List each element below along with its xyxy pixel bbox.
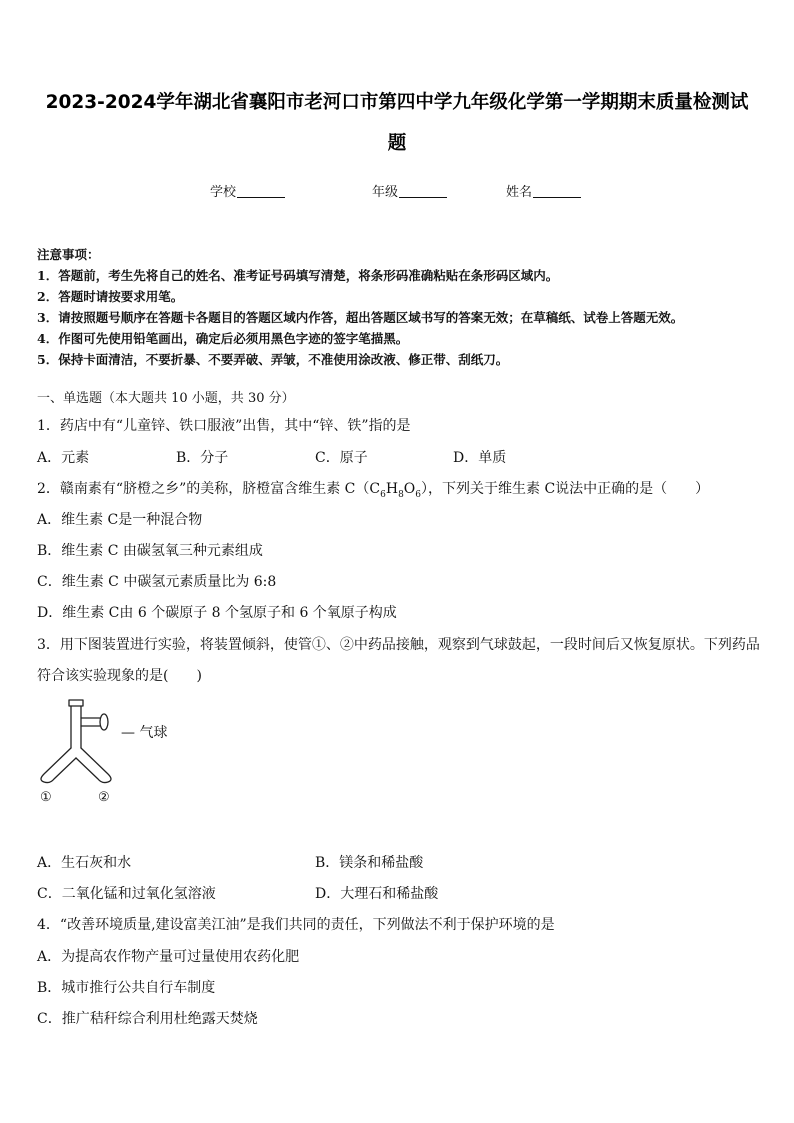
section-heading: 一、单选题（本大题共 10 小题，共 30 分） (37, 391, 295, 406)
q2-h: H (385, 481, 399, 497)
q1-option-a: A．元素 (37, 450, 90, 466)
q2-option-a: A．维生素 C是一种混合物 (37, 512, 203, 528)
q3-option-d: D．大理石和稀盐酸 (315, 886, 439, 902)
school-field (210, 181, 285, 200)
name-blank (533, 184, 581, 198)
q2-stem-end: ），下列关于维生素 C说法中正确的是（ ） (421, 481, 710, 497)
note-item: 2．答题时请按要求用笔。 (37, 289, 184, 304)
q3-option-b: B．镁条和稀盐酸 (315, 855, 424, 871)
name-label: 姓名 (506, 185, 533, 200)
grade-field (372, 181, 447, 200)
left-arm (41, 748, 76, 783)
q2-stem-start: 2．赣南素有“脐橙之乡”的美称，脐橙富含维生素 C（C (37, 481, 381, 497)
side-tube (81, 718, 100, 726)
question-3-stem-line2: 符合该实验现象的是( ) (37, 668, 202, 684)
notes-heading: 注意事项： (37, 247, 100, 262)
balloon-shape (100, 714, 108, 730)
grade-blank (399, 184, 447, 198)
tube-1-label: ① (40, 790, 52, 805)
balloon-label: — 气球 (121, 725, 168, 741)
q2-option-c: C．维生素 C 中碳氢元素质量比为 6:8 (37, 574, 277, 590)
q1-option-c: C．原子 (315, 450, 368, 466)
school-blank (237, 184, 285, 198)
tube-stem (71, 706, 81, 748)
q1-option-d: D．单质 (453, 450, 507, 466)
q2-o: O (403, 481, 416, 497)
q2-option-d: D．维生素 C由 6 个碳原子 8 个氢原子和 6 个氧原子构成 (37, 605, 397, 621)
note-item: 4．作图可先使用铅笔画出，确定后必须用黑色字迹的签字笔描黑。 (37, 331, 409, 346)
question-4-stem: 4．“改善环境质量,建设富美江油”是我们共同的责任，下列做法不利于保护环境的是 (37, 917, 555, 933)
q4-option-a: A．为提高农作物产量可过量使用农药化肥 (37, 949, 300, 965)
note-item: 3．请按照题号顺序在答题卡各题目的答题区域内作答，超出答题区域书写的答案无效；在草稿纸、试卷上答题无效。 (37, 310, 684, 325)
exam-title-line1: 2023-2024学年湖北省襄阳市老河口市第四中学九年级化学第一学期期末质量检测试 (45, 92, 749, 113)
q2-sub-c: 6 (380, 489, 386, 500)
right-arm (76, 748, 111, 783)
note-item: 1．答题前，考生先将自己的姓名、准考证号码填写清楚，将条形码准确粘贴在条形码区域内。 (37, 268, 559, 283)
q3-option-c: C．二氧化锰和过氧化氢溶液 (37, 886, 216, 902)
name-field (506, 181, 581, 200)
exam-title-line2: 题 (387, 133, 407, 154)
stopper (69, 700, 83, 706)
q2-option-b: B．维生素 C 由碳氢氧三种元素组成 (37, 543, 263, 559)
q4-option-c: C．推广秸秆综合利用杜绝露天焚烧 (37, 1011, 258, 1027)
question-2-stem (37, 478, 709, 500)
q1-option-b: B．分子 (176, 450, 229, 466)
tube-2-label: ② (98, 790, 110, 805)
question-1-stem: 1．药店中有“儿童锌、铁口服液”出售，其中“锌、铁”指的是 (37, 418, 411, 434)
school-label: 学校 (210, 185, 237, 200)
note-item: 5．保持卡面清洁，不要折暴、不要弄破、弄皱，不准使用涂改液、修正带、刮纸刀。 (37, 352, 509, 367)
q2-sub-o: 6 (415, 489, 422, 500)
q3-option-a: A．生石灰和水 (37, 855, 132, 871)
question-3-stem-line1: 3．用下图装置进行实验，将装置倾斜，使管①、②中药品接触，观察到气球鼓起，一段时间后又恢复原状。下列药品 (37, 637, 760, 653)
grade-label: 年级 (372, 185, 399, 200)
q4-option-b: B．城市推行公共自行车制度 (37, 980, 216, 996)
q2-sub-h: 8 (398, 489, 404, 500)
